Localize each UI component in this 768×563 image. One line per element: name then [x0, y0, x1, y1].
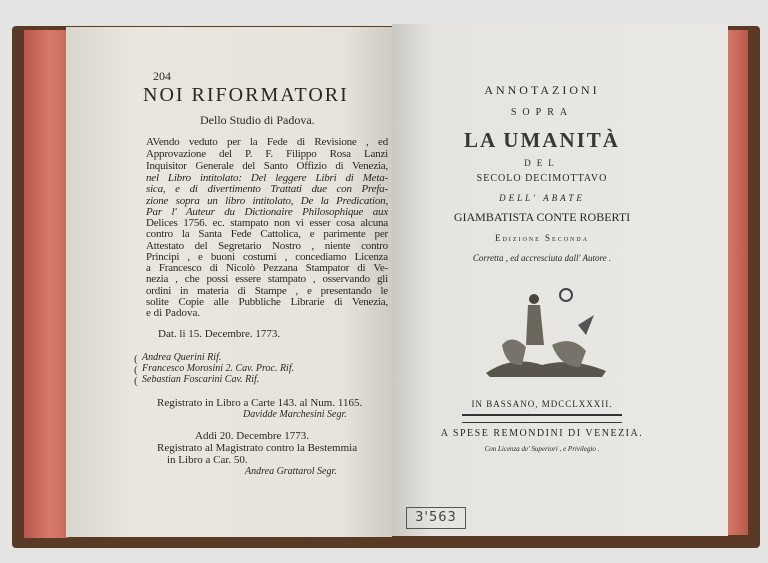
- title-line: DELL' ABATE: [499, 193, 585, 203]
- book-title: LA UMANITÀ: [464, 128, 620, 152]
- registration-secretary: Davidde Marchesini Segr.: [243, 409, 347, 420]
- engraving-vignette: [482, 285, 610, 381]
- right-page: [392, 24, 728, 536]
- body-line: Par l' Auteur du Dictionaire Philosophique aux: [146, 206, 388, 218]
- title-line: SECOLO DECIMOTTAVO: [476, 173, 608, 184]
- imprint-place: IN BASSANO, MDCCLXXXII.: [471, 399, 613, 409]
- date: Dat. li 15. Decembre. 1773.: [158, 328, 281, 340]
- body-line: Inquisitor Generale del Santo Offizio di Venezia,: [146, 160, 388, 172]
- body-line: AVendo veduto per la Fede di Revisione , ed: [146, 136, 388, 148]
- library-stamp: 3'563: [406, 507, 466, 529]
- body-line: Delices 1756. ec. stampato non vi esser cosa alcuna: [146, 217, 388, 229]
- title-line: DEL: [524, 158, 560, 168]
- license: Con Licenza de' Superiori , e Privilegio .: [484, 445, 600, 453]
- body-line: Principi , e buoni costumi , concediamo Licenza: [146, 251, 388, 263]
- body-line: Approvazione del P. F. Filippo Rosa Lanzi: [146, 148, 388, 160]
- ornamental-rule: [462, 414, 622, 423]
- title-line: ANNOTAZIONI: [484, 83, 600, 97]
- body-line: contro la Santa Fede Cattolica, e parimente per: [146, 228, 388, 240]
- body-line: a Francesco di Nicolò Pezzana Stampator di Ve-: [146, 262, 388, 274]
- body-line: zione sopra un libro intitolato, De la Predication,: [146, 195, 388, 207]
- page-edges-right: [726, 30, 748, 535]
- signatory: Francesco Morosini 2. Cav. Proc. Rif.: [142, 363, 295, 374]
- magistrato-line: Registrato al Magistrato contro la Bestemmia: [157, 442, 358, 454]
- body-line: nel Libro intitolato: Del leggere Libri di Meta-: [146, 172, 388, 184]
- body-line: nezia , che possi essere stampato , osservando gli: [146, 273, 388, 285]
- signatory: Sebastian Foscarini Cav. Rif.: [142, 374, 260, 385]
- publisher: A SPESE REMONDINI DI VENEZIA.: [440, 428, 644, 439]
- subtitle: Dello Studio di Padova.: [200, 113, 315, 127]
- body-line: Attestato del Segretario Nostro , niente contro: [146, 240, 388, 252]
- registration: Registrato in Libro a Carte 143. al Num. 1165.: [157, 397, 363, 409]
- addi-date: Addi 20. Decembre 1773.: [195, 430, 309, 442]
- page-title: NOI RIFORMATORI: [143, 84, 349, 106]
- body-line: e di Padova.: [146, 307, 201, 319]
- body-line: solite Copie alle Pubbliche Librarie di Venezia,: [146, 296, 388, 308]
- edition: Edizione Seconda: [494, 233, 590, 243]
- magistrato-line: in Libro a Car. 50.: [167, 454, 248, 466]
- brace: ( ( (: [134, 353, 138, 387]
- magistrato-secretary: Andrea Grattarol Segr.: [245, 466, 337, 477]
- page-edges-left: [24, 30, 68, 538]
- page-number: 204: [153, 69, 171, 83]
- title-line: SOPRA: [510, 107, 574, 118]
- edition-note: Corretta , ed accresciuta dall' Autore .: [472, 253, 612, 263]
- body-line: sica, e di divertimento Trattati due con Prefa-: [146, 183, 388, 195]
- signatory: Andrea Querini Rif.: [142, 352, 222, 363]
- author: GIAMBATISTA CONTE ROBERTI: [453, 210, 631, 224]
- body-line: ordini in materia di Stampe , e presentando le: [146, 285, 388, 297]
